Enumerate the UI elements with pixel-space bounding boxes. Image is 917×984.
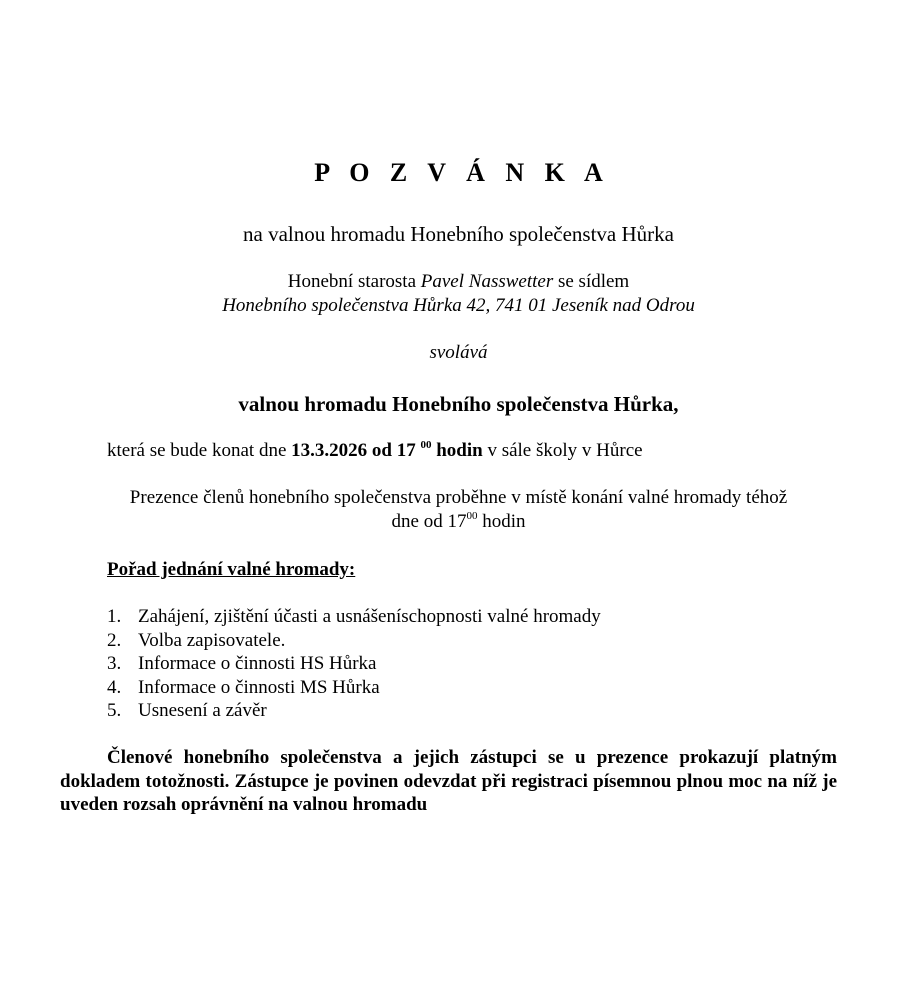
meeting-title: valnou hromadu Honebního společenstva Hůrka,	[238, 392, 679, 416]
list-item-number: 4.	[107, 676, 122, 698]
program-heading: Pořad jednání valné hromady:	[107, 559, 356, 580]
list-item-text: Informace o činnosti HS Hůrka	[138, 653, 377, 674]
meeting-date-time: 13.3.2026 od 17	[291, 440, 416, 461]
starosta-suffix: se sídlem	[553, 271, 630, 292]
list-item-number: 3.	[107, 653, 122, 674]
meeting-hodin: hodin	[431, 440, 483, 461]
list-item-text: Informace o činnosti MS Hůrka	[138, 676, 380, 698]
meeting-date-line	[107, 439, 643, 463]
presence-line-2	[0, 510, 917, 534]
presence-minutes: 00	[466, 510, 478, 522]
list-item	[107, 699, 601, 723]
starosta-prefix: Honební starosta	[287, 271, 421, 292]
list-item-text: Zahájení, zjištění účasti a usnášeníschopnosti valné hromady	[138, 606, 601, 627]
starosta-name: Pavel Nasswetter	[420, 271, 554, 292]
program-list	[107, 605, 601, 723]
list-item-text: Usnesení a závěr	[138, 700, 267, 721]
presence-line-1: Prezence členů honebního společenstva proběhne v místě konání valné hromady téhož	[129, 487, 788, 508]
starosta-line	[0, 270, 917, 294]
list-item-number: 5.	[107, 700, 122, 721]
list-item-text: Volba zapisovatele.	[138, 629, 286, 651]
meeting-place: v sále školy v Hůrce	[482, 440, 643, 461]
list-item	[107, 629, 601, 653]
meeting-minutes: 00	[420, 439, 432, 451]
presence-time-prefix: dne od 17	[391, 511, 467, 532]
list-item	[107, 676, 601, 700]
svolava-text: svolává	[429, 342, 488, 363]
sidlo-address: Honebního společenstva Hůrka 42, 741 01 Jeseník nad Odrou	[222, 295, 695, 316]
list-item	[107, 605, 601, 629]
list-item	[107, 652, 601, 676]
presence-time-suffix: hodin	[477, 511, 526, 532]
meeting-prefix: která se bude konat dne	[107, 440, 292, 461]
closing-paragraph: Členové honebního společenstva a jejich zástupci se u prezence prokazují platným dokladem totožnosti. Zástupce je povinen odevzdat při registraci písemnou plnou moc na níž je uveden rozsah oprávnění na valnou hromadu	[60, 747, 837, 815]
document-subtitle: na valnou hromadu Honebního společenstva Hůrka	[243, 222, 674, 246]
list-item-number: 1.	[107, 606, 122, 627]
document-title: P O Z V Á N K A	[314, 158, 610, 187]
list-item-number: 2.	[107, 629, 122, 651]
